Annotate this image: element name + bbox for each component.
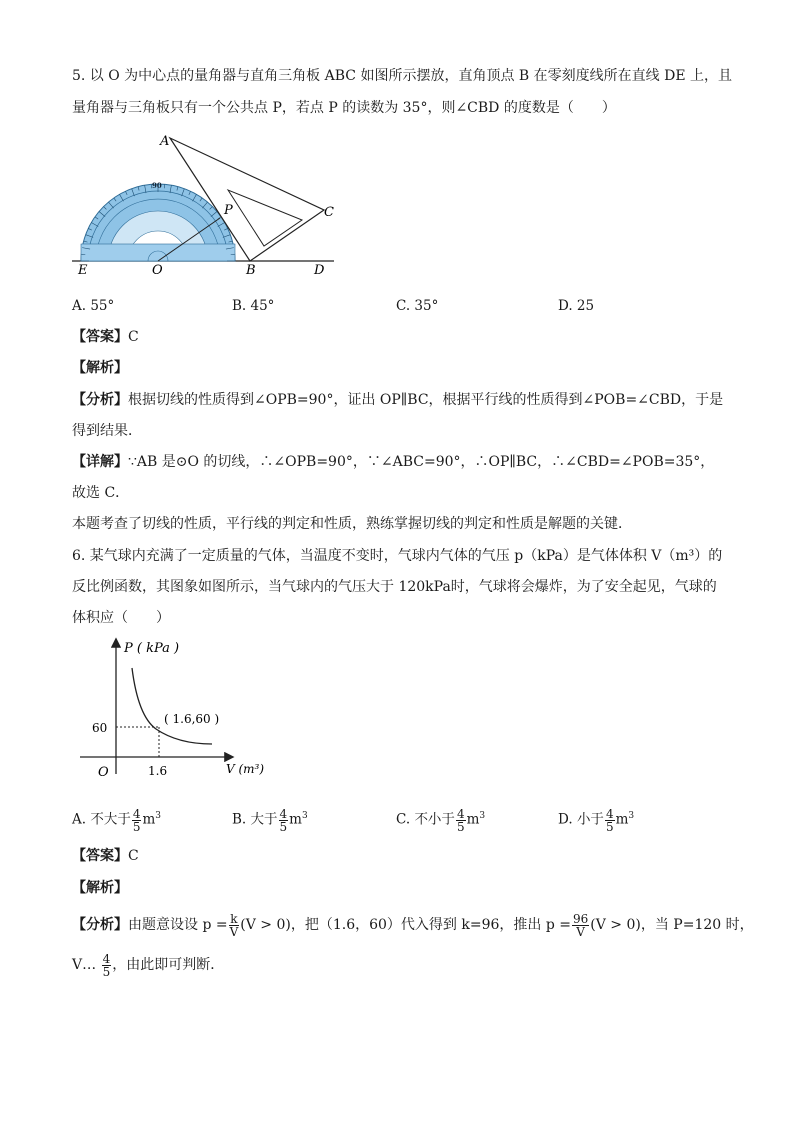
q6-fenxi-line1: 【分析】由题意设设 p = $\frac{k}{V}$ (V > 0)，把（1.6，60）代入得到 k=96，推出 p = $\frac{96}{V}$ (V > 0)，当 P=120 时， [72, 911, 754, 939]
q5-option-c: C. 35° [396, 298, 439, 314]
graph-y-tick: 60 [92, 721, 108, 735]
q6-stem-line1: 6. 某气球内充满了一定质量的气体，当温度不变时，气球内气体的气压 p（kPa）是气体体积 V（m³）的 [72, 548, 723, 564]
q6-option-b: B. 大于 $\frac{4}{5}$ $m^3$ [232, 806, 308, 834]
graph-origin: O [98, 765, 109, 780]
label-C: C [324, 205, 334, 220]
q6-option-c: C. 不小于 $\frac{4}{5}$ $m^3$ [396, 806, 486, 834]
q6-answer-value: C [128, 848, 139, 864]
q5-answer-value: C [128, 329, 139, 345]
label-O: O [152, 263, 163, 278]
q6-fenxi-tag: 【分析】 [72, 917, 128, 933]
label-A: A [160, 134, 170, 149]
q5-fenxi-line2: 得到结果． [72, 423, 142, 439]
q6-fenxi-line2: V… $\frac{4}{5}$ ，由此即可判断． [72, 951, 225, 979]
graph-y-label: P ( kPa ) [124, 641, 180, 656]
q5-detail-line1 [72, 452, 714, 472]
q6-stem-line3: 体积应（ ） [72, 610, 170, 626]
q5-option-a: A. 55° [72, 298, 115, 314]
q5-analysis-tag: 【解析】 [72, 360, 128, 376]
q5-fenxi-text1: 根据切线的性质得到∠OPB=90°，证出 OP∥BC，根据平行线的性质得到∠POB=∠CBD，于是 [128, 392, 724, 408]
graph-x-tick: 1.6 [148, 764, 168, 778]
q5-answer [72, 327, 139, 347]
protractor-90-label: 90 [152, 181, 162, 190]
q6-analysis-tag: 【解析】 [72, 880, 128, 896]
q6-answer [72, 846, 139, 866]
q5-stem-line2: 量角器与三角板只有一个公共点 P，若点 P 的读数为 35°，则∠CBD 的度数是（ ） [72, 100, 616, 116]
q5-fenxi-line1 [72, 390, 723, 410]
q5-fenxi-tag: 【分析】 [72, 392, 128, 408]
q5-detail-text1: ∵AB 是⊙O 的切线，∴∠OPB=90°，∵∠ABC=90°，∴OP∥BC，∴∠CBD=∠POB=35°， [128, 454, 715, 470]
q6-stem-line2: 反比例函数，其图象如图所示，当气球内的气压大于 120kPa时，气球将会爆炸，为了安全起见，气球的 [72, 579, 717, 595]
q5-answer-tag: 【答案】 [72, 329, 128, 345]
graph-point-label: ( 1.6,60 ) [164, 712, 220, 726]
label-P: P [224, 203, 233, 218]
q6-option-d: D. 小于 $\frac{4}{5}$ $m^3$ [558, 806, 635, 834]
q5-stem-line1: 5. 以 O 为中心点的量角器与直角三角板 ABC 如图所示摆放，直角顶点 B 在零刻度线所在直线 DE 上，且 [72, 68, 732, 84]
q5-summary: 本题考查了切线的性质，平行线的判定和性质，熟练掌握切线的判定和性质是解题的关键． [72, 516, 632, 532]
graph-x-label: V (m³) [226, 762, 265, 776]
pressure-volume-graph [72, 632, 272, 782]
q5-detail-tag: 【详解】 [72, 454, 128, 470]
q5-option-d: D. 25 [558, 298, 595, 314]
q6-answer-tag: 【答案】 [72, 848, 128, 864]
label-B: B [246, 263, 256, 278]
q5-detail-line2: 故选 C． [72, 485, 130, 501]
q5-option-b: B. 45° [232, 298, 275, 314]
protractor-figure [72, 130, 342, 280]
label-D: D [314, 263, 325, 278]
q6-option-a: A. 不大于 $\frac{4}{5}$ $m^3$ [72, 806, 162, 834]
label-E: E [78, 263, 88, 278]
